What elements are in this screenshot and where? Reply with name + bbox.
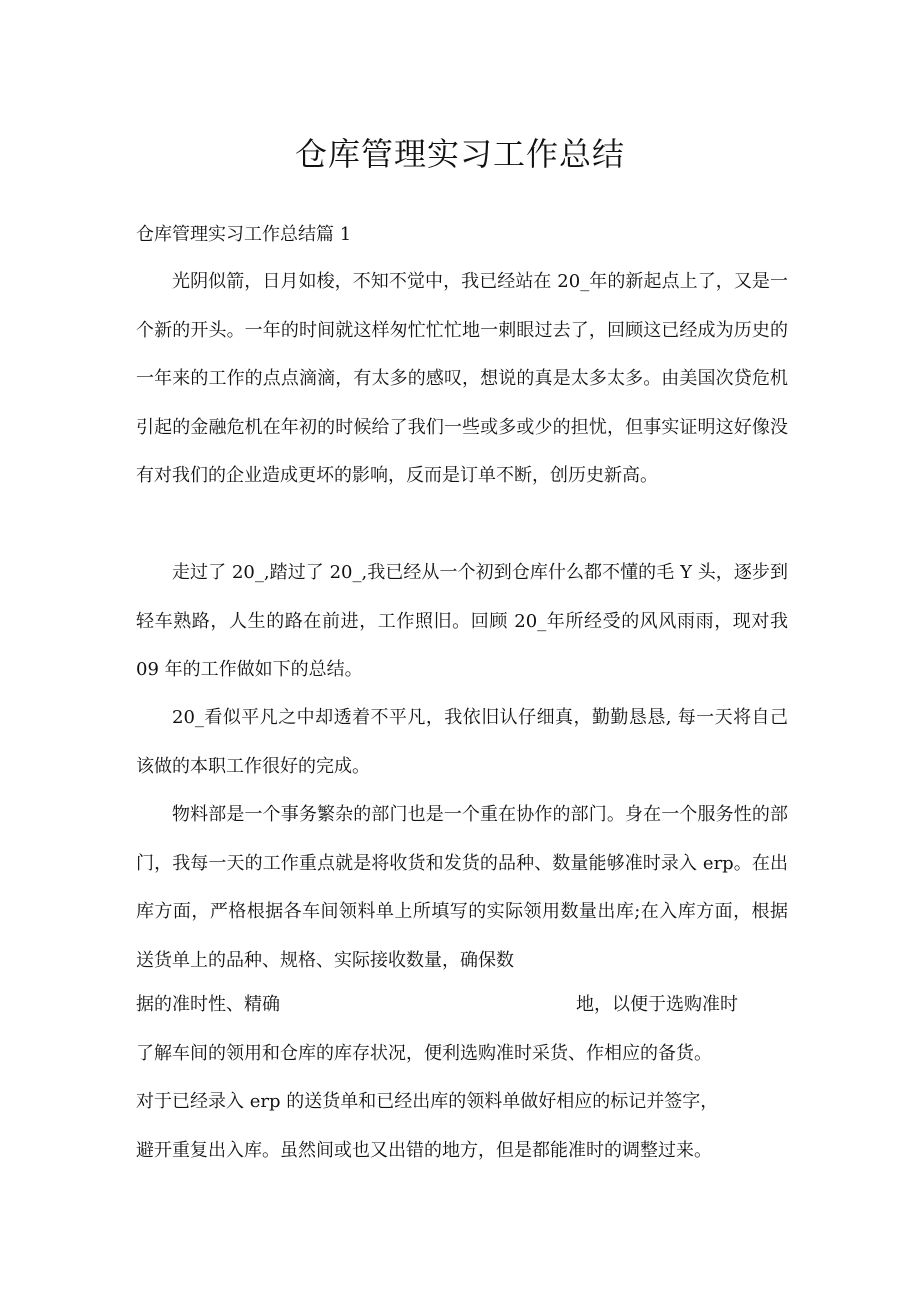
paragraph-4-line-5-left: 据的准时性、精确 xyxy=(136,994,280,1015)
paragraph-3: 20_看似平凡之中却透着不平凡，我依旧认仔细真，勤勤恳恳, 每一天将自己该做的本职工作很好的完成。 xyxy=(136,707,788,777)
section-heading: 仓库管理实习工作总结篇 1 xyxy=(136,224,352,245)
paragraph-4-line-7: 对于已经录入 erp 的送货单和已经出库的领料单做好相应的标记并签字， xyxy=(136,1091,719,1112)
document-title: 仓库管理实习工作总结 xyxy=(294,135,625,173)
paragraph-4-line-5-right: 地，以便于选购准时 xyxy=(576,994,738,1015)
paragraph-1: 光阴似箭，日月如梭，不知不觉中，我已经站在 20_年的新起点上了，又是一个新的开头。一年的时间就这样匆忙忙忙地一刺眼过去了，回顾这已经成为历史的一年来的工作的点点滴滴，有太多的感叹，想说的真是太多太多。由美国次贷危机引起的金融危机在年初的时候给了我们一些或多或少的担忧，但事实证明这好像没有对我们的企业造成更坏的影响，反而是订单不断，创历史新高。 xyxy=(136,271,788,486)
paragraph-2: 走过了 20_,踏过了 20_,我已经从一个初到仓库什么都不懂的毛 Y 头，逐步到轻车熟路，人生的路在前进，工作照旧。回顾 20_年所经受的风风雨雨，现对我 09 年的工作做如下的总结。 xyxy=(136,562,788,680)
paragraph-4-line-6: 了解车间的领用和仓库的库存状况，便利选购准时采货、作相应的备货。 xyxy=(136,1043,712,1064)
paragraph-4: 物料部是一个事务繁杂的部门也是一个重在协作的部门。身在一个服务性的部门，我每一天的工作重点就是将收货和发货的品种、数量能够准时录入 erp。在出库方面，严格根据各车间领料单上所填写的实际领用数量出库;在入库方面，根据送货单上的品种、规格、实际接收数量，确保数 xyxy=(136,804,788,971)
paragraph-4-line-8: 避开重复出入库。虽然间或也又出错的地方，但是都能准时的调整过来。 xyxy=(136,1140,712,1161)
